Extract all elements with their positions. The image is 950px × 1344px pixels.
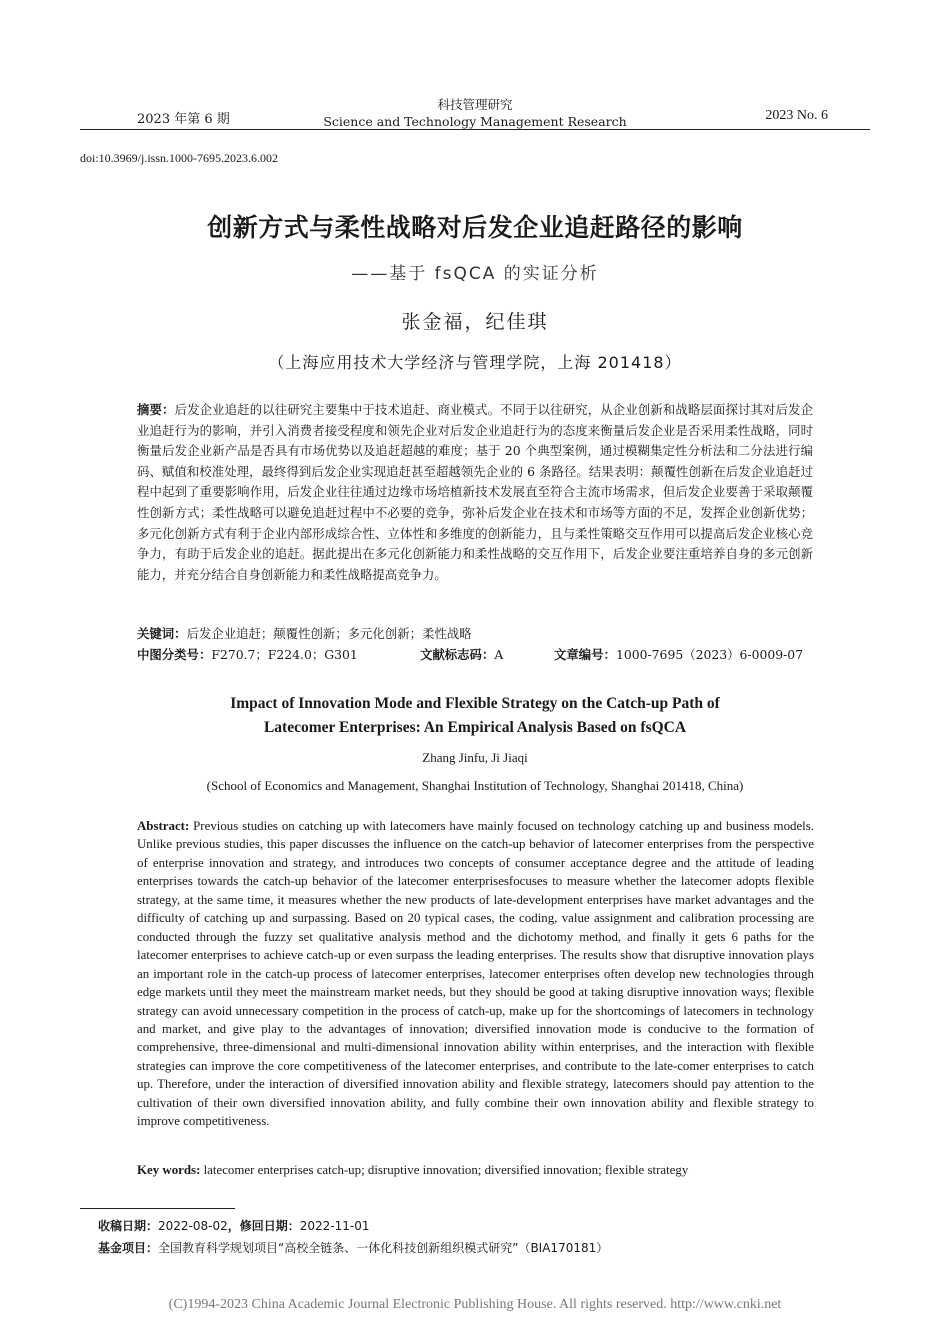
header-journal [250,96,700,130]
authors-cn: 张金福，纪佳琪 [401,311,549,333]
clc-number [137,645,358,663]
keywords-en-label: Key words: [137,1163,201,1177]
abstract-en-text: Previous studies on catching up with latecomers have mainly focused on technology catching up and business models. Unlike previous studies, this paper discusses the influence on the catch-up behavior of latecomer enterprises from the perspective of enterprise innovation and strategy, and introduces two concepts of consumer acceptance degree and the attitude of leading enterprises towards the catch-up behavior of the latecomer enterprisesfocuses to measure whether the latecomer adopts flexible strategy, at the same time, it measures whether the new products of late-development enterprises have market advantages and the difficulty of catching up and surpassing. Based on 20 typical cases, the coding, value assignment and calibration processing are conducted through the fuzzy set qualitative analysis method and the dichotomy method, and finally it gets 6 paths for the latecomer enterprises to achieve catch-up or even surpass the leading enterprises. The results show that disruptive innovation plays an important role in the catch-up process of latecomer enterprises, latecomer enterprises often develop new technologies through edge markets until they meet the mainstream market needs, but they should be good at taking disruptive innovation ways; flexible strategy can avoid unnecessary competition in the process of catch-up, make up for the shortcomings of latecomers in technology and market, and give play to the advantages of innovation; diversified innovation mode is conducive to the formation of comprehensive, three-dimensional and multi-dimensional innovation ability within enterprises, and the interaction with flexible strategies can improve the core competitiveness of the latecomer enterprises, and contribute to the late-comer enterprises to catch up. Therefore, under the interaction of diversified innovation ability and flexible strategy, latecomers should pay attention to the cultivation of their own diversified innovation ability, and fully combine their own innovation ability and flexible strategy to improve competitiveness. [137,819,814,1129]
journal-name-cn: 科技管理研究 [437,97,513,112]
header-issue-cn: 2023 年第 6 期 [137,112,230,127]
keywords-cn [137,624,813,645]
fund-value: 全国教育科学规划项目“高校全链条、一体化科技创新组织模式研究”（BIA170181） [158,1241,609,1255]
abstract-en-label: Abstract: [137,819,190,833]
abstract-cn-text: 后发企业追赶的以往研究主要集中于技术追赶、商业模式。不同于以往研究，从企业创新和战略层面探讨其对后发企业追赶行为的影响，并引入消费者接受程度和领先企业对后发企业追赶行为的态度来衡量后发企业是否采用柔性战略，同时衡量后发企业新产品是否具有市场优势以及追赶超越的难度；基于 20 个典型案例，通过模糊集定性分析法和二分法进行编码、赋值和校准处理，最终得到后发企业实现追赶甚至超越领先企业的 6 条路径。结果表明：颠覆性创新在后发企业追赶过程中起到了重要影响作用，后发企业往往通过边缘市场培植新技术发展直至符合主流市场需求，但后发企业要善于采取颠覆性创新方式；柔性战略可以避免追赶过程中不必要的竞争，弥补后发企业在技术和市场等方面的不足，发挥企业创新优势；多元化创新方式有利于企业内部形成综合性、立体性和多维度的创新能力，且与柔性策略交互作用可以提高后发企业核心竞争力，有助于后发企业的追赶。据此提出在多元化创新能力和柔性战略的交互作用下，后发企业要注重培养自身的多元创新能力，并充分结合自身创新能力和柔性战略提高竞争力。 [137,402,814,582]
journal-name-en: Science and Technology Management Research [323,114,627,129]
doc-code-value: A [494,647,504,662]
header-divider [80,129,870,130]
keywords-cn-label: 关键词： [137,626,187,641]
abstract-en [137,817,814,1131]
abstract-cn-label: 摘要： [137,402,175,417]
revised-label: ，修回日期： [227,1219,300,1233]
clc-value: F270.7；F224.0；G301 [211,647,358,662]
article-number [554,645,803,663]
article-no-value: 1000-7695（2023）6-0009-07 [615,647,804,662]
copyright-notice: (C)1994-2023 China Academic Journal Electronic Publishing House. All rights reserved. http://www.cnki.net [168,1297,782,1312]
authors-en: Zhang Jinfu, Ji Jiaqi [422,750,528,765]
clc-label: 中图分类号： [137,647,212,662]
subtitle-cn: ——基于 fsQCA 的实证分析 [351,264,599,284]
affiliation-en: (School of Economics and Management, Shanghai Institution of Technology, Shanghai 201418, China) [206,778,744,793]
article-no-label: 文章编号： [554,647,616,662]
abstract-cn [137,400,813,585]
keywords-en [137,1161,814,1179]
keywords-en-text: latecomer enterprises catch-up; disruptive innovation; diversified innovation; flexible strategy [200,1163,689,1177]
doc-code [420,645,503,663]
doc-code-label: 文献标志码： [420,647,495,662]
received-value: 2022-08-02 [158,1219,228,1233]
received-label: 收稿日期： [98,1219,159,1233]
page-title-cn: 创新方式与柔性战略对后发企业追赶路径的影响 [207,213,743,242]
page-title-en [0,692,950,740]
affiliation-cn: （上海应用技术大学经济与管理学院，上海 201418） [268,353,682,372]
footnote-fund [98,1239,608,1256]
header-issue-en: 2023 No. 6 [765,108,828,123]
footnote-divider [80,1208,235,1209]
keywords-cn-text: 后发企业追赶；颠覆性创新；多元化创新；柔性战略 [186,626,472,641]
doi: doi:10.3969/j.issn.1000-7695.2023.6.002 [80,151,279,165]
title-en-line-2: Latecomer Enterprises: An Empirical Analysis Based on fsQCA [263,719,687,736]
revised-value: 2022-11-01 [299,1219,370,1233]
footnote-dates [98,1217,370,1234]
title-en-line-1: Impact of Innovation Mode and Flexible Strategy on the Catch-up Path of [230,695,720,712]
fund-label: 基金项目： [98,1241,159,1255]
